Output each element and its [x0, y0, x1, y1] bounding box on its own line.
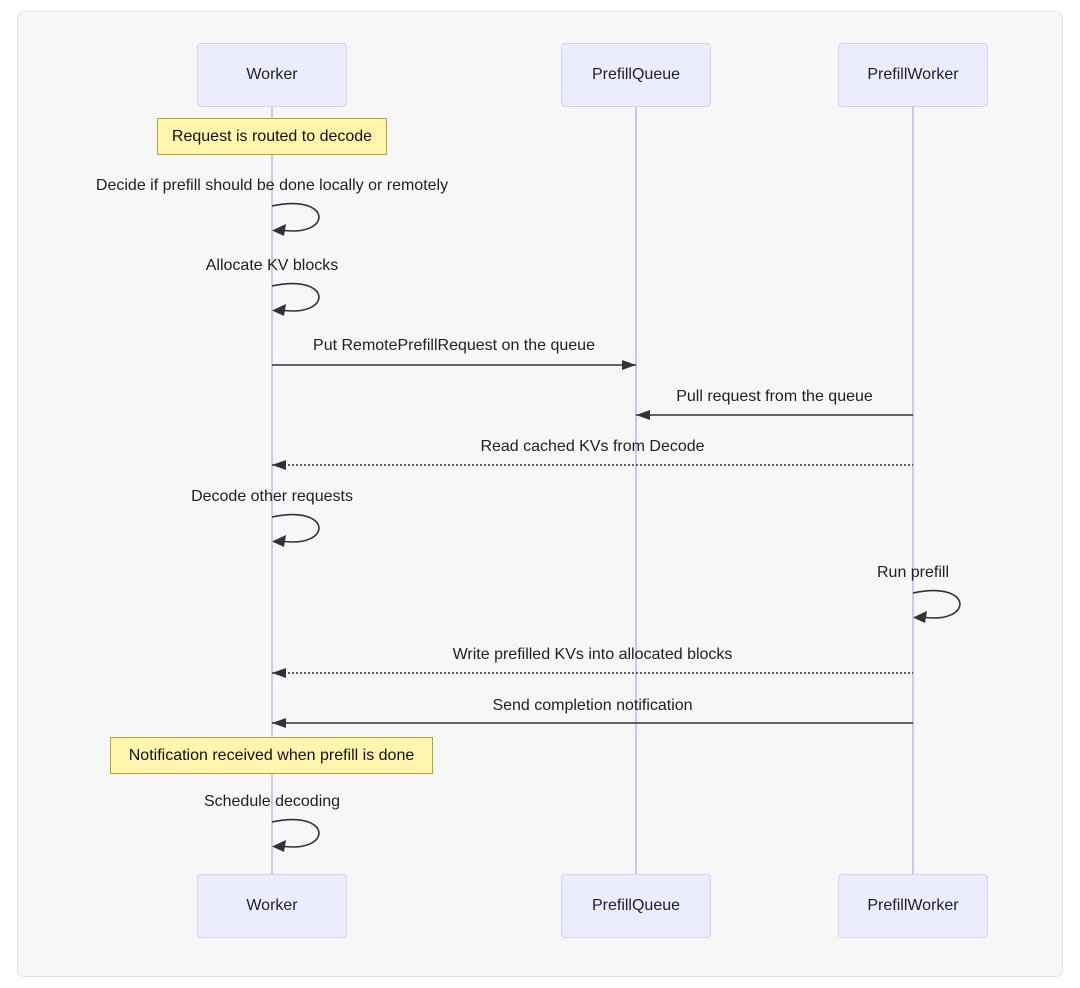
self-loop-arrow-icon: [271, 816, 335, 856]
note-box: Request is routed to decode: [157, 118, 387, 155]
lifeline-prefillworker: [912, 107, 914, 874]
self-loop-arrow-icon: [271, 200, 335, 240]
note-box: Notification received when prefill is done: [110, 737, 433, 774]
actor-box-top-prefillqueue: PrefillQueue: [561, 43, 711, 107]
actor-box-bottom-prefillqueue: PrefillQueue: [561, 874, 711, 938]
message-arrow-icon: [272, 358, 636, 372]
message-arrow-icon: [636, 408, 913, 422]
message-arrow-icon: [272, 666, 913, 680]
diagram-frame: [17, 11, 1063, 977]
message-arrow-icon: [272, 458, 913, 472]
message-label: Put RemotePrefillRequest on the queue: [313, 337, 595, 354]
actor-box-bottom-prefillworker: PrefillWorker: [838, 874, 988, 938]
message-label: Decode other requests: [191, 488, 353, 505]
message-label: Allocate KV blocks: [205, 257, 339, 274]
message-label: Decide if prefill should be done locally or remotely: [95, 177, 449, 194]
actor-box-top-prefillworker: PrefillWorker: [838, 43, 988, 107]
lifeline-prefillqueue: [635, 107, 637, 874]
message-label: Pull request from the queue: [676, 388, 873, 405]
message-label: Send completion notification: [492, 697, 693, 714]
message-label: Read cached KVs from Decode: [480, 438, 705, 455]
self-loop-arrow-icon: [271, 511, 335, 551]
message-label: Run prefill: [876, 564, 950, 581]
self-loop-arrow-icon: [271, 280, 335, 320]
self-loop-arrow-icon: [912, 587, 976, 627]
actor-box-top-worker: Worker: [197, 43, 347, 107]
message-label: Schedule decoding: [203, 793, 341, 810]
message-label: Write prefilled KVs into allocated blocks: [452, 646, 733, 663]
message-arrow-icon: [272, 716, 913, 730]
actor-box-bottom-worker: Worker: [197, 874, 347, 938]
